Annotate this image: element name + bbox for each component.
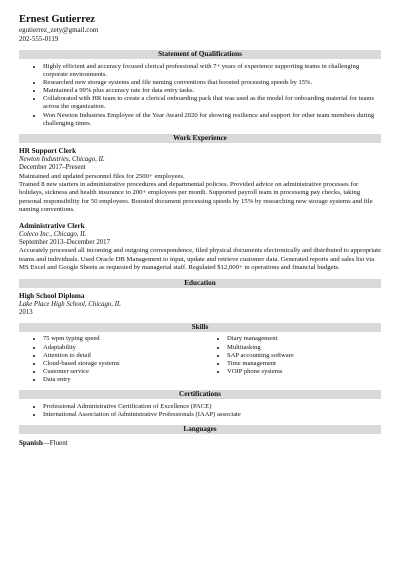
job-company: Coleco Inc., Chicago, IL	[19, 230, 87, 238]
certifications-list	[19, 403, 381, 419]
candidate-name: Ernest Gutierrez	[19, 14, 95, 25]
section-header-languages: Languages	[19, 425, 381, 434]
skill-item: • Diary management	[227, 335, 381, 343]
job-entry	[19, 222, 381, 273]
skill-item: • Customer service	[43, 368, 197, 376]
email-text: egutierrez_zety@gmail.com	[19, 26, 99, 34]
skills-list-left	[19, 335, 197, 384]
language-level: —Fluent	[42, 439, 68, 448]
qualification-item: • Maintained a 99% plus accuracy rate for data entry tasks.	[43, 87, 381, 95]
skills-grid	[19, 335, 381, 384]
job-dates: December 2017–Present	[19, 164, 86, 172]
language-name: Spanish	[19, 439, 43, 448]
graduation-year: 2013	[19, 309, 33, 317]
section-header-education: Education	[19, 279, 381, 288]
job-description-line: Trained 8 new starters in administrative procedures and departmental policies. Provided advice on administrative processes for holidays, sickness and health insurance to 200+ employees per month. Supported payroll team in processing pay checks, taking personal responsibility for 50 employees. Boosted document processing speeds by 15% by researching new storage systems and file naming conventions.	[19, 180, 373, 214]
qualification-item: • Highly efficient and accuracy focused clerical professional with 7+ years of experience supporting teams in challenging corporate environments.	[43, 63, 381, 79]
section-header-certifications: Certifications	[19, 390, 381, 399]
qualification-item: • Won Newton Industries Employee of the Year Award 2020 for showing resilience and support for other team members during challenging times.	[43, 112, 381, 128]
skills-list-right	[197, 335, 381, 384]
certification-item: • Professional Administrative Certification of Excellence (PACE)	[43, 403, 381, 411]
job-title: HR Support Clerk	[19, 146, 77, 155]
language-entry	[19, 439, 381, 448]
job-entry	[19, 147, 381, 215]
job-title: Administrative Clerk	[19, 221, 85, 230]
qualification-item: • Researched new storage systems and file naming conventions that boosted processing speeds by 15%.	[43, 79, 381, 87]
skill-item: • Attention to detail	[43, 352, 197, 360]
skill-item: • 75 wpm typing speed	[43, 335, 197, 343]
job-description-line: Maintained and updated personnel files for 2500+ employees.	[19, 172, 185, 180]
degree-title: High School Diploma	[19, 291, 85, 300]
skill-item: • SAP accounting software	[227, 352, 381, 360]
job-dates: September 2013–December 2017	[19, 239, 110, 246]
skill-item: • Time management	[227, 360, 381, 368]
skill-item: • VOIP phone systems	[227, 368, 381, 376]
section-header-skills: Skills	[19, 323, 381, 332]
qualification-item: • Collaborated with HR team to create a clerical onboarding pack that was used as the model for onboarding material for teams across the organization.	[43, 95, 381, 111]
phone-text: 202-555-0119	[19, 35, 59, 43]
section-header-qualifications: Statement of Qualifications	[19, 50, 381, 59]
skill-item: • Cloud-based storage systems	[43, 360, 197, 368]
skill-item: • Multitasking	[227, 344, 381, 352]
education-entry	[19, 292, 381, 318]
skill-item: • Adaptability	[43, 344, 197, 352]
job-company: Newton Industries, Chicago, IL	[19, 155, 105, 163]
school-name: Lake Place High School, Chicago, IL	[19, 300, 121, 308]
job-description-line: Accurately processed all incoming and outgoing correspondence, filed physical documents electronically and distributed to appropriate teams and individuals. Used Oracle DB Management to input, update and retrieve customer data. Generated reports and sales list via MS Excel and Google Sheets as requested by managerial staff. Regulated $12,000+ in operations and financial budgets.	[19, 247, 381, 272]
section-header-experience: Work Experience	[19, 134, 381, 143]
qualifications-list	[19, 63, 381, 128]
skill-item: • Data entry	[43, 376, 197, 384]
certification-item: • International Association of Administrative Professionals (IAAP) associate	[43, 411, 381, 419]
